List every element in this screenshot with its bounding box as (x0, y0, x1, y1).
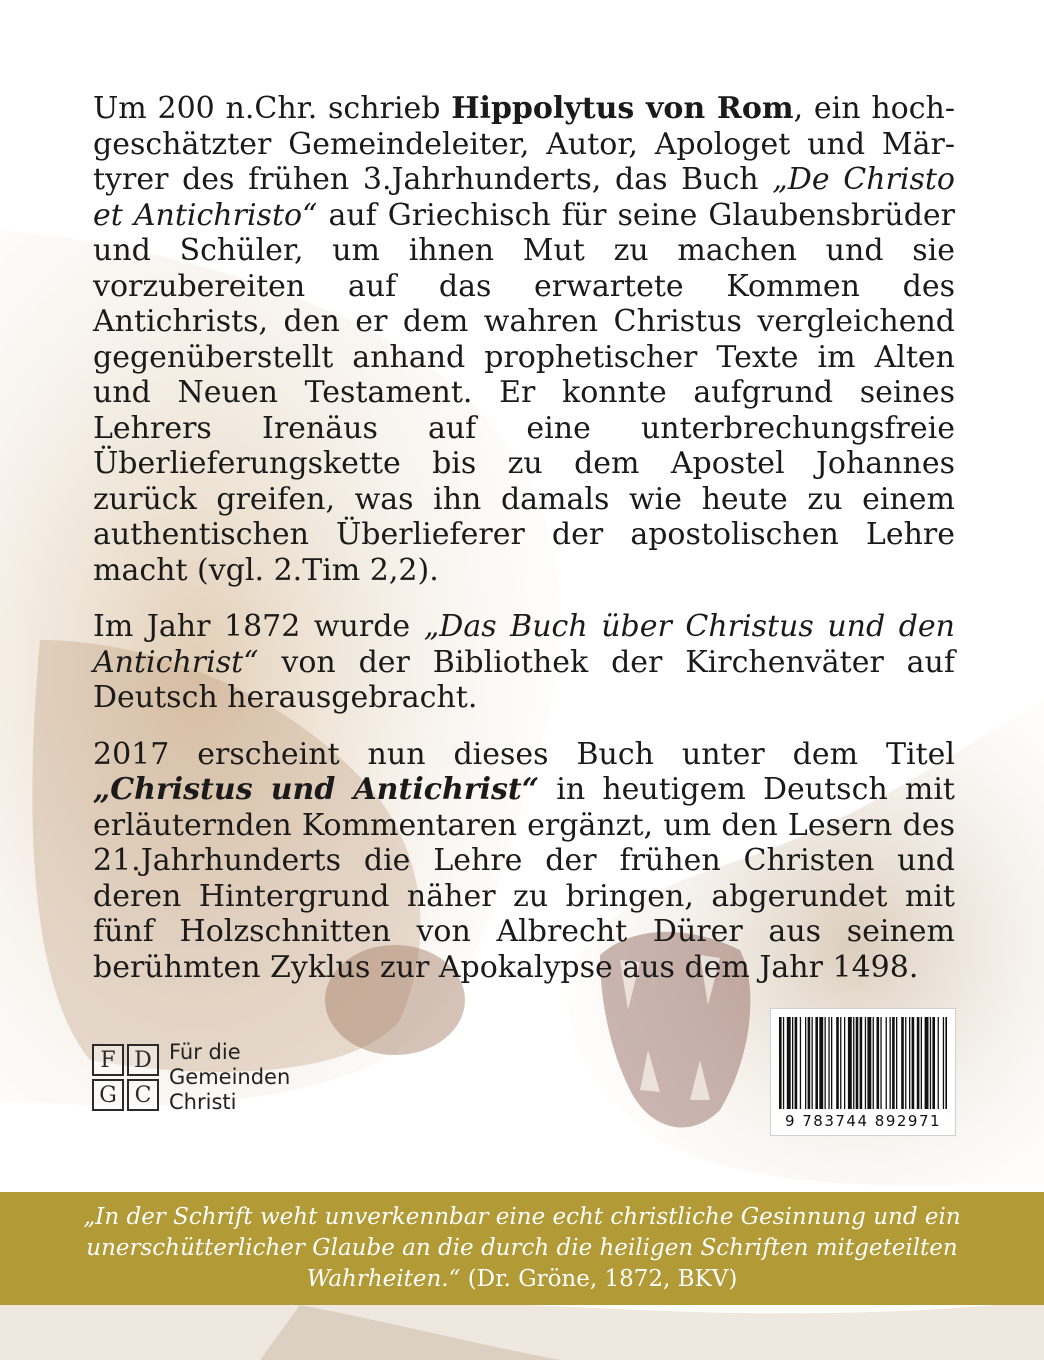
barcode-bar (865, 1017, 866, 1109)
p3-text-start: 2017 erscheint nun dieses Buch unter dem Titel (93, 736, 955, 772)
barcode-bar (877, 1017, 880, 1109)
barcode-bar (938, 1017, 939, 1109)
p1-text-mid: , ein hochgeschätzter Gemeindeleiter, Autor, Apologet und Märtyrer des frühen 3.Jahrhunderts, das Buch (93, 91, 955, 197)
publisher-name (169, 1040, 290, 1115)
barcode-bar (848, 1017, 852, 1109)
barcode-bar (819, 1017, 823, 1109)
barcode-bar (930, 1017, 931, 1109)
paragraph-1872 (93, 609, 955, 716)
paragraph-2017 (93, 737, 955, 986)
original-title: „De Christo et Antichristo“ (93, 162, 955, 233)
barcode-bar (831, 1017, 832, 1109)
barcode-bar (844, 1017, 845, 1109)
barcode-bar (867, 1017, 871, 1109)
p2-text-end: von der Bibliothek der Kirchenväter auf Deutsch herausgebracht. (93, 644, 955, 715)
barcode-bar (925, 1017, 929, 1109)
barcode-bar (896, 1017, 897, 1109)
p3-text-end: in heutigem Deutsch mit erläuternden Kommentaren ergänzt, um den Lesern des 21.Jahrhunderts die Lehre der frühen Christen und deren Hintergrund näher zu bringen, abgerundet mit fünf Holzschnitten von Albrecht Dürer aus seinem berühmten Zyklus zur Apokalypse aus dem Jahr 1498. (93, 772, 955, 985)
publisher-line-2: Gemeinden (169, 1065, 291, 1089)
quote-source: (Dr. Gröne, 1872, BKV) (460, 1266, 738, 1292)
barcode-bar (909, 1017, 910, 1109)
barcode-bar (932, 1017, 935, 1109)
logo-letter-f: F (92, 1044, 124, 1076)
barcode-bar (808, 1017, 811, 1109)
quote-text: „In der Schrift weht unverkennbar eine echt christliche Gesinnung und ein unerschütterlicher Glaube an die durch die heiligen Schriften mitgeteilten Wahrheiten.“ (83, 1204, 961, 1292)
book-title: „Christus und Antichrist“ (93, 772, 540, 807)
quote-band (0, 1192, 1044, 1305)
barcode-bar (901, 1017, 904, 1109)
barcode-bar (812, 1017, 813, 1109)
logo-letter-grid (92, 1044, 159, 1111)
p1-text-end: auf Griechisch für seine Glaubensbrüder und Schüler, um ihnen Mut zu machen und sie vorzubereiten auf das erwartete Kommen des Antichrists, den er dem wahren Christus vergleichend gegenüberstellt anhand prophetischer Texte im Alten und Neuen Testament. Er konnte aufgrund seines Lehrers Irenäus auf eine unterbrechungsfreie Überlieferungskette bis zu dem Apostel Johannes zurück greifen, was ihn damals wie heute zu einem authentischen Überlieferer der apostolischen Lehre macht (vgl. 2.Tim 2,2). (93, 197, 956, 588)
barcode-bar (921, 1017, 922, 1109)
barcode-bar (836, 1017, 839, 1109)
publisher-line-1: Für die (169, 1040, 241, 1064)
barcode-bar (779, 1017, 782, 1109)
barcode-bar (860, 1017, 863, 1109)
barcode-bar (815, 1017, 818, 1109)
back-cover-text (93, 91, 955, 1006)
barcode-bar (890, 1017, 891, 1109)
barcode-bar (792, 1017, 793, 1109)
barcode-bar (840, 1017, 841, 1109)
logo-letter-d: D (127, 1044, 159, 1076)
isbn-number: 9 783744 892971 (784, 1112, 942, 1130)
barcode-bar (856, 1017, 859, 1109)
quote (42, 1202, 1002, 1295)
barcode-bar (943, 1017, 944, 1109)
barcode-bar (800, 1017, 801, 1109)
paragraph-hippolytus (93, 91, 955, 588)
barcode-bar (905, 1017, 906, 1109)
isbn-barcode (770, 1008, 956, 1136)
german-1872-title: „Das Buch über Christus und den Antichrist“ (93, 609, 955, 680)
barcode-bar (805, 1017, 806, 1109)
author-name: Hippolytus von Rom (451, 91, 794, 126)
publisher-logo (92, 1040, 290, 1115)
logo-letter-c: C (127, 1079, 159, 1111)
barcode-bars (779, 1017, 947, 1109)
p1-text-start: Um 200 n.Chr. schrieb (93, 91, 452, 126)
barcode-bar (783, 1017, 784, 1109)
p2-text-start: Im Jahr 1872 wurde (93, 609, 424, 644)
barcode-bar (886, 1017, 887, 1109)
barcode-bar (880, 1017, 881, 1109)
barcode-bar (795, 1017, 798, 1109)
barcode-bar (873, 1017, 874, 1109)
barcode-bar (917, 1017, 920, 1109)
publisher-line-3: Christi (169, 1090, 237, 1114)
logo-letter-g: G (92, 1079, 124, 1111)
barcode-bar (945, 1017, 947, 1109)
barcode-bar (853, 1017, 854, 1109)
barcode-bar (892, 1017, 895, 1109)
barcode-bar (787, 1017, 791, 1109)
barcode-bar (825, 1017, 826, 1109)
barcode-bar (912, 1017, 915, 1109)
barcode-bar (828, 1017, 829, 1109)
